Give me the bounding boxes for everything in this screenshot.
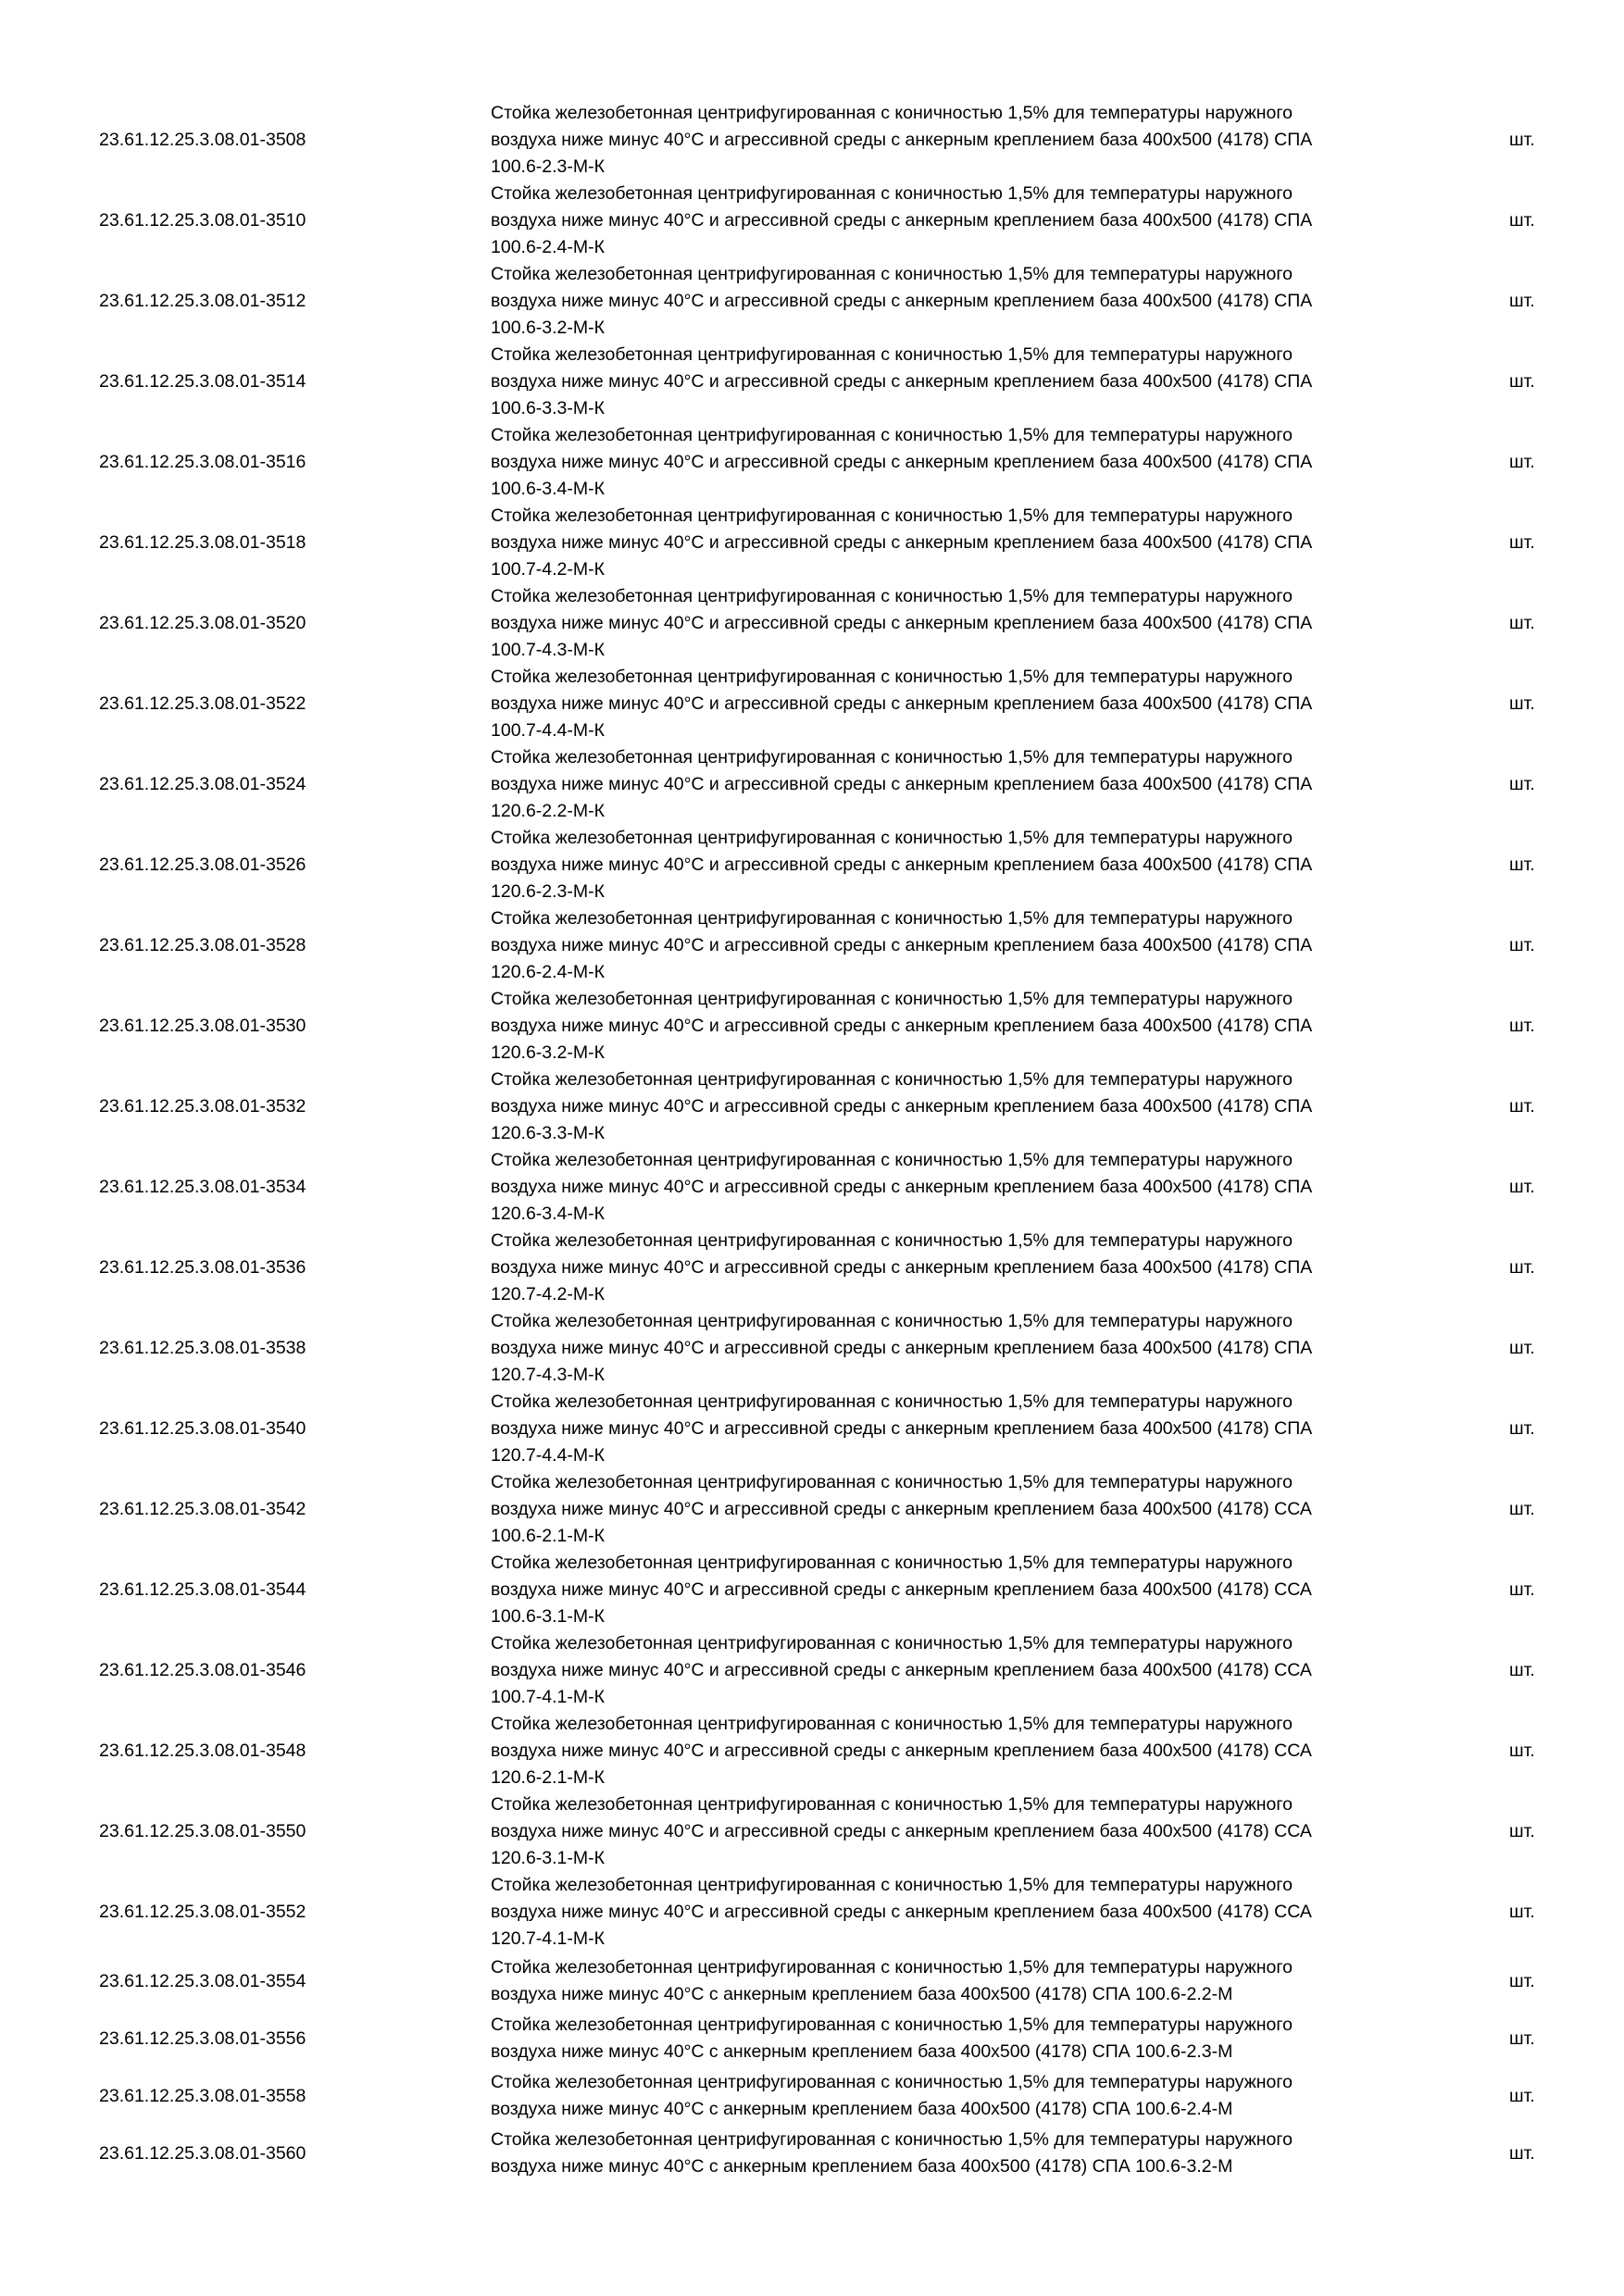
item-unit: шт.: [1509, 855, 1535, 875]
item-description: Стойка железобетонная центрифугированная с коничностью 1,5% для температуры наружного воздуха ниже минус 40°С с анкерным креплением база 400х500 (4178) СПА 100.6-2.3-М: [491, 2015, 1293, 2062]
table-row: [0, 986, 1624, 1067]
item-description: Стойка железобетонная центрифугированная с коничностью 1,5% для температуры наружного воздуха ниже минус 40°С и агрессивной среды с анкерным креплением база 400х500 (4178) СПА 120.6-3.4-М-К: [491, 1150, 1313, 1224]
item-code: 23.61.12.25.3.08.01-3542: [99, 1499, 306, 1519]
table-row: [0, 1067, 1624, 1147]
item-code: 23.61.12.25.3.08.01-3512: [99, 291, 306, 311]
table-row: [0, 422, 1624, 503]
item-unit: шт.: [1509, 1016, 1535, 1036]
item-description: Стойка железобетонная центрифугированная с коничностью 1,5% для температуры наружного воздуха ниже минус 40°С и агрессивной среды с анкерным креплением база 400х500 (4178) СПА 120.6-3.3-М-К: [491, 1069, 1313, 1143]
item-code: 23.61.12.25.3.08.01-3548: [99, 1741, 306, 1761]
item-code: 23.61.12.25.3.08.01-3558: [99, 2085, 306, 2106]
table-row: [0, 1630, 1624, 1711]
item-code: 23.61.12.25.3.08.01-3528: [99, 935, 306, 955]
item-unit: шт.: [1509, 291, 1535, 311]
item-code: 23.61.12.25.3.08.01-3544: [99, 1579, 306, 1600]
item-description: Стойка железобетонная центрифугированная с коничностью 1,5% для температуры наружного воздуха ниже минус 40°С и агрессивной среды с анкерным креплением база 400х500 (4178) СПА 100.6-3.2-М-К: [491, 264, 1313, 338]
item-code: 23.61.12.25.3.08.01-3552: [99, 1902, 306, 1922]
item-code: 23.61.12.25.3.08.01-3532: [99, 1096, 306, 1117]
table-row: [0, 503, 1624, 583]
table-row: [0, 664, 1624, 744]
item-description: Стойка железобетонная центрифугированная с коничностью 1,5% для температуры наружного воздуха ниже минус 40°С и агрессивной среды с анкерным креплением база 400х500 (4178) СПА 100.6-2.4-М-К: [491, 183, 1313, 257]
table-row: [0, 181, 1624, 261]
table-row: [0, 261, 1624, 342]
item-description: Стойка железобетонная центрифугированная с коничностью 1,5% для температуры наружного воздуха ниже минус 40°С и агрессивной среды с анкерным креплением база 400х500 (4178) СПА 120.6-2.3-М-К: [491, 828, 1313, 902]
item-description: Стойка железобетонная центрифугированная с коничностью 1,5% для температуры наружного воздуха ниже минус 40°С и агрессивной среды с анкерным креплением база 400х500 (4178) СПА 100.6-3.3-М-К: [491, 344, 1313, 418]
item-code: 23.61.12.25.3.08.01-3554: [99, 1970, 306, 1991]
item-description: Стойка железобетонная центрифугированная с коничностью 1,5% для температуры наружного воздуха ниже минус 40°С и агрессивной среды с анкерным креплением база 400х500 (4178) ССА 100.6-2.1-М-К: [491, 1472, 1312, 1546]
item-unit: шт.: [1509, 1418, 1535, 1439]
item-description: Стойка железобетонная центрифугированная с коничностью 1,5% для температуры наружного воздуха ниже минус 40°С и агрессивной среды с анкерным креплением база 400х500 (4178) ССА 120.6-2.1-М-К: [491, 1714, 1312, 1788]
item-code: 23.61.12.25.3.08.01-3518: [99, 532, 306, 553]
item-description: Стойка железобетонная центрифугированная с коничностью 1,5% для температуры наружного воздуха ниже минус 40°С и агрессивной среды с анкерным креплением база 400х500 (4178) СПА 100.6-2.3-М-К: [491, 103, 1313, 177]
table-row: [0, 1228, 1624, 1308]
table-row: [0, 1147, 1624, 1228]
item-description: Стойка железобетонная центрифугированная с коничностью 1,5% для температуры наружного воздуха ниже минус 40°С и агрессивной среды с анкерным креплением база 400х500 (4178) ССА 100.7-4.1-М-К: [491, 1633, 1312, 1707]
item-description: Стойка железобетонная центрифугированная с коничностью 1,5% для температуры наружного воздуха ниже минус 40°С и агрессивной среды с анкерным креплением база 400х500 (4178) ССА 120.6-3.1-М-К: [491, 1794, 1312, 1868]
table-row: [0, 905, 1624, 986]
item-description: Стойка железобетонная центрифугированная с коничностью 1,5% для температуры наружного воздуха ниже минус 40°С и агрессивной среды с анкерным креплением база 400х500 (4178) СПА 100.7-4.3-М-К: [491, 586, 1313, 660]
item-description: Стойка железобетонная центрифугированная с коничностью 1,5% для температуры наружного воздуха ниже минус 40°С с анкерным креплением база 400х500 (4178) СПА 100.6-2.2-М: [491, 1957, 1293, 2004]
item-description: Стойка железобетонная центрифугированная с коничностью 1,5% для температуры наружного воздуха ниже минус 40°С с анкерным креплением база 400х500 (4178) СПА 100.6-2.4-М: [491, 2072, 1293, 2119]
item-unit: шт.: [1509, 1660, 1535, 1680]
item-code: 23.61.12.25.3.08.01-3520: [99, 613, 306, 633]
item-code: 23.61.12.25.3.08.01-3540: [99, 1418, 306, 1439]
item-description: Стойка железобетонная центрифугированная с коничностью 1,5% для температуры наружного воздуха ниже минус 40°С и агрессивной среды с анкерным креплением база 400х500 (4178) СПА 120.6-3.2-М-К: [491, 989, 1313, 1063]
item-code: 23.61.12.25.3.08.01-3526: [99, 855, 306, 875]
item-unit: шт.: [1509, 1096, 1535, 1117]
item-code: 23.61.12.25.3.08.01-3514: [99, 371, 306, 392]
item-code: 23.61.12.25.3.08.01-3530: [99, 1016, 306, 1036]
table-row: [0, 583, 1624, 664]
item-description: Стойка железобетонная центрифугированная с коничностью 1,5% для температуры наружного воздуха ниже минус 40°С и агрессивной среды с анкерным креплением база 400х500 (4178) СПА 120.6-2.4-М-К: [491, 908, 1313, 982]
item-unit: шт.: [1509, 1741, 1535, 1761]
item-unit: шт.: [1509, 2085, 1535, 2106]
item-unit: шт.: [1509, 935, 1535, 955]
item-code: 23.61.12.25.3.08.01-3556: [99, 2028, 306, 2049]
item-code: 23.61.12.25.3.08.01-3510: [99, 210, 306, 231]
table-row: [0, 1711, 1624, 1791]
item-code: 23.61.12.25.3.08.01-3508: [99, 130, 306, 150]
item-unit: шт.: [1509, 2028, 1535, 2049]
item-unit: шт.: [1509, 1499, 1535, 1519]
item-code: 23.61.12.25.3.08.01-3550: [99, 1821, 306, 1841]
item-description: Стойка железобетонная центрифугированная с коничностью 1,5% для температуры наружного воздуха ниже минус 40°С и агрессивной среды с анкерным креплением база 400х500 (4178) СПА 100.7-4.4-М-К: [491, 667, 1313, 741]
table-row: [0, 100, 1624, 181]
item-unit: шт.: [1509, 2142, 1535, 2164]
table-row: [0, 1308, 1624, 1389]
item-unit: шт.: [1509, 371, 1535, 392]
item-unit: шт.: [1509, 613, 1535, 633]
item-description: Стойка железобетонная центрифугированная с коничностью 1,5% для температуры наружного воздуха ниже минус 40°С и агрессивной среды с анкерным креплением база 400х500 (4178) СПА 100.6-3.4-М-К: [491, 425, 1313, 499]
table-row: [0, 1469, 1624, 1550]
table-row: [0, 2067, 1624, 2125]
item-code: 23.61.12.25.3.08.01-3522: [99, 693, 306, 714]
item-code: 23.61.12.25.3.08.01-3538: [99, 1338, 306, 1358]
table-row: [0, 1550, 1624, 1630]
table-row: [0, 2010, 1624, 2067]
item-unit: шт.: [1509, 1257, 1535, 1278]
item-unit: шт.: [1509, 774, 1535, 794]
item-unit: шт.: [1509, 1177, 1535, 1197]
table-row: [0, 1389, 1624, 1469]
price-list-table: [0, 100, 1624, 2182]
item-unit: шт.: [1509, 210, 1535, 231]
item-description: Стойка железобетонная центрифугированная с коничностью 1,5% для температуры наружного воздуха ниже минус 40°С и агрессивной среды с анкерным креплением база 400х500 (4178) СПА 120.7-4.3-М-К: [491, 1311, 1313, 1385]
item-unit: шт.: [1509, 532, 1535, 553]
item-description: Стойка железобетонная центрифугированная с коничностью 1,5% для температуры наружного воздуха ниже минус 40°С и агрессивной среды с анкерным креплением база 400х500 (4178) СПА 120.7-4.4-М-К: [491, 1391, 1313, 1466]
item-unit: шт.: [1509, 1970, 1535, 1991]
item-unit: шт.: [1509, 1579, 1535, 1600]
item-unit: шт.: [1509, 1821, 1535, 1841]
item-description: Стойка железобетонная центрифугированная с коничностью 1,5% для температуры наружного воздуха ниже минус 40°С и агрессивной среды с анкерным креплением база 400х500 (4178) ССА 120.7-4.1-М-К: [491, 1875, 1312, 1949]
item-unit: шт.: [1509, 452, 1535, 472]
item-description: Стойка железобетонная центрифугированная с коничностью 1,5% для температуры наружного воздуха ниже минус 40°С и агрессивной среды с анкерным креплением база 400х500 (4178) СПА 120.7-4.2-М-К: [491, 1230, 1313, 1304]
item-unit: шт.: [1509, 693, 1535, 714]
table-row: [0, 2125, 1624, 2182]
item-code: 23.61.12.25.3.08.01-3516: [99, 452, 306, 472]
item-code: 23.61.12.25.3.08.01-3524: [99, 774, 306, 794]
table-row: [0, 744, 1624, 825]
item-code: 23.61.12.25.3.08.01-3534: [99, 1177, 306, 1197]
item-unit: шт.: [1509, 1902, 1535, 1922]
item-code: 23.61.12.25.3.08.01-3560: [99, 2142, 306, 2164]
item-description: Стойка железобетонная центрифугированная с коничностью 1,5% для температуры наружного воздуха ниже минус 40°С и агрессивной среды с анкерным креплением база 400х500 (4178) СПА 120.6-2.2-М-К: [491, 747, 1313, 821]
table-row: [0, 1872, 1624, 1953]
table-row: [0, 1953, 1624, 2010]
item-description: Стойка железобетонная центрифугированная с коничностью 1,5% для температуры наружного воздуха ниже минус 40°С с анкерным креплением база 400х500 (4178) СПА 100.6-3.2-М: [491, 2129, 1293, 2177]
item-description: Стойка железобетонная центрифугированная с коничностью 1,5% для температуры наружного воздуха ниже минус 40°С и агрессивной среды с анкерным креплением база 400х500 (4178) ССА 100.6-3.1-М-К: [491, 1553, 1312, 1627]
item-code: 23.61.12.25.3.08.01-3536: [99, 1257, 306, 1278]
table-row: [0, 825, 1624, 905]
table-row: [0, 342, 1624, 422]
table-row: [0, 1791, 1624, 1872]
item-unit: шт.: [1509, 1338, 1535, 1358]
item-code: 23.61.12.25.3.08.01-3546: [99, 1660, 306, 1680]
item-description: Стойка железобетонная центрифугированная с коничностью 1,5% для температуры наружного воздуха ниже минус 40°С и агрессивной среды с анкерным креплением база 400х500 (4178) СПА 100.7-4.2-М-К: [491, 505, 1313, 580]
item-unit: шт.: [1509, 130, 1535, 150]
